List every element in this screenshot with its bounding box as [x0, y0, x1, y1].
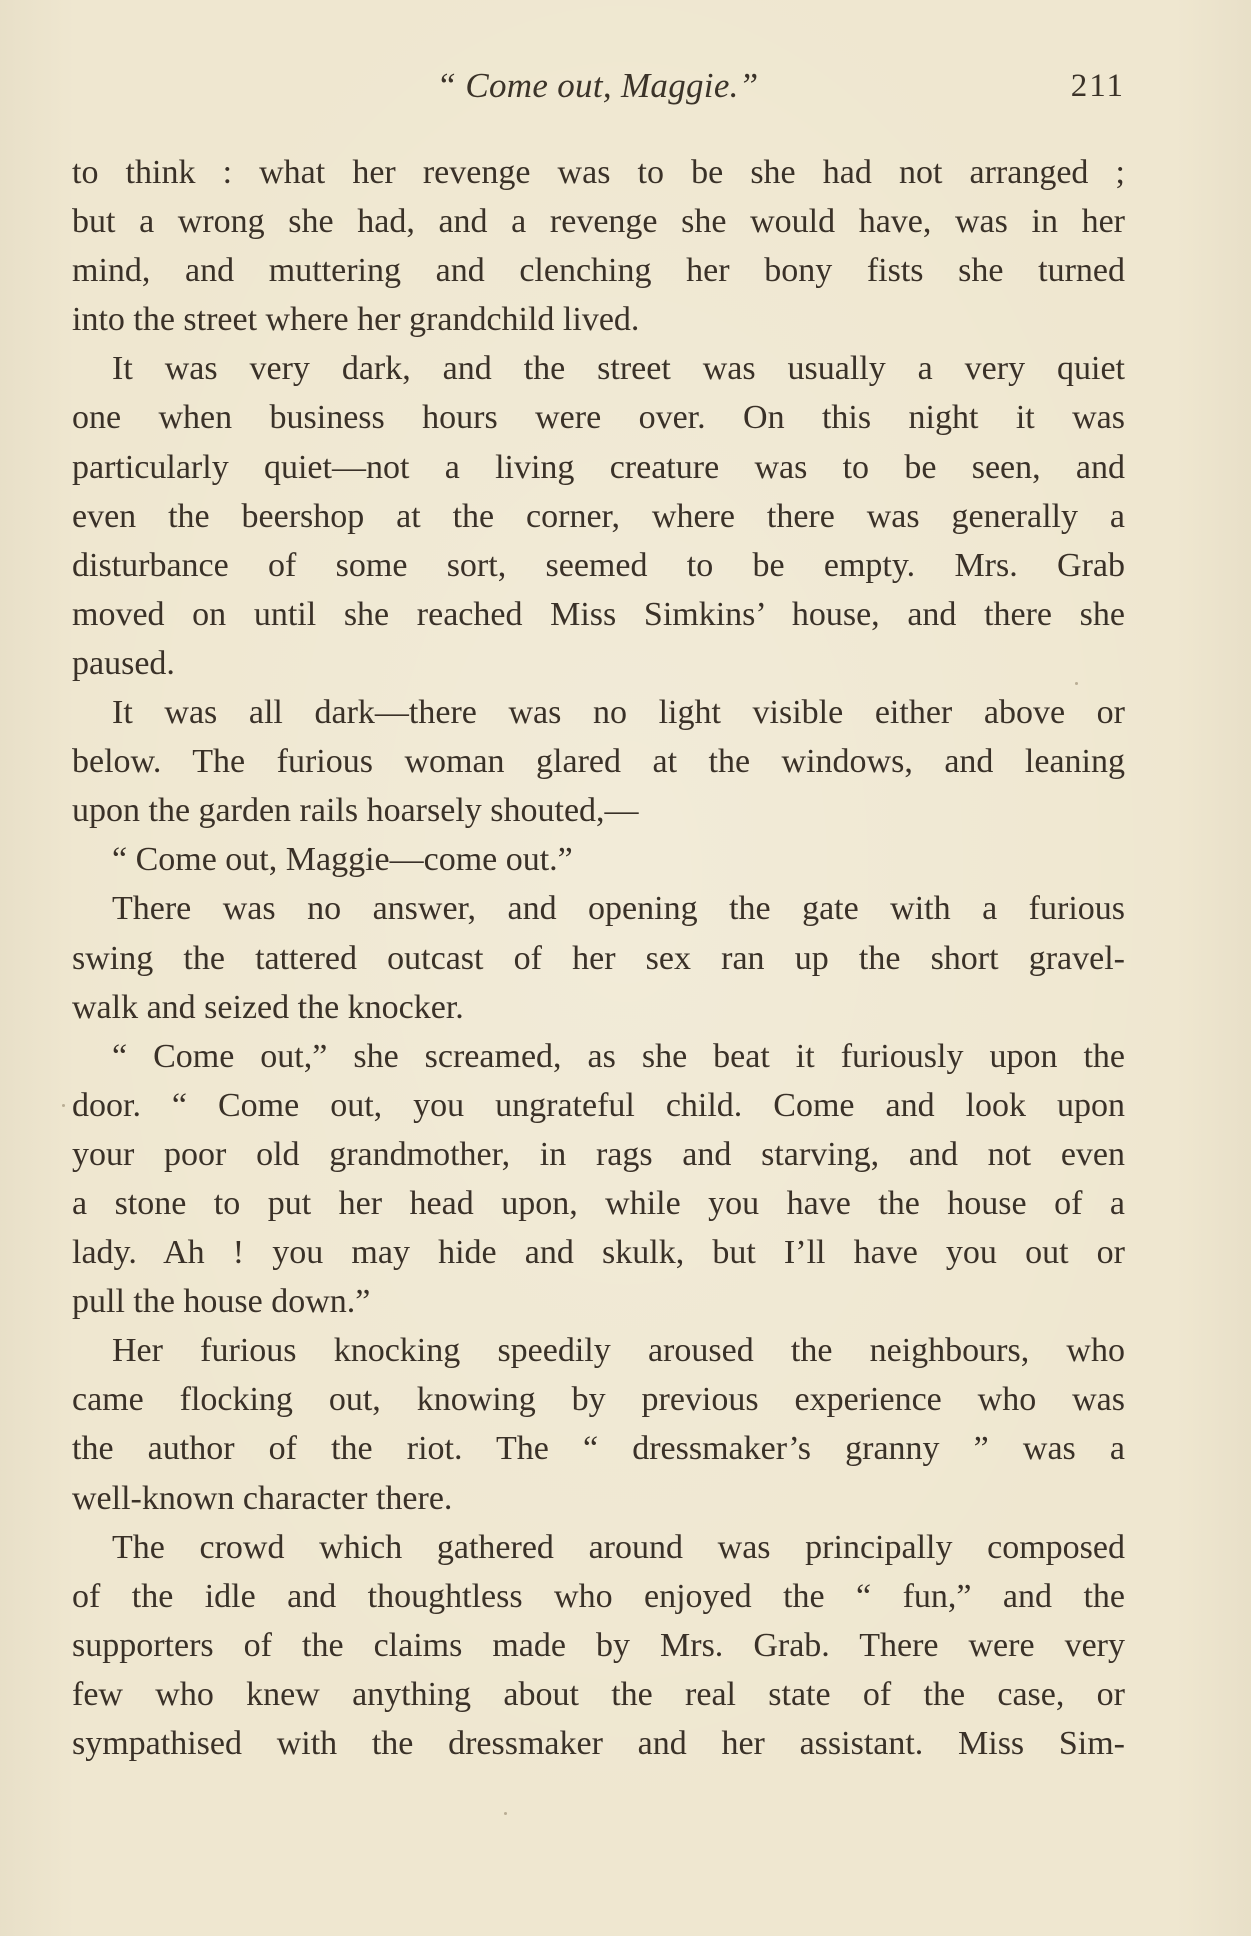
text-line: below. The furious woman glared at the windows, and leaning	[72, 743, 1125, 781]
text-line: your poor old grandmother, in rags and starving, and not even	[72, 1135, 1125, 1173]
text-line: Her furious knocking speedily aroused the neighbours, who	[112, 1332, 1125, 1370]
text-line: mind, and muttering and clenching her bony fists she turned	[72, 252, 1125, 290]
text-line: but a wrong she had, and a revenge she would have, was in her	[72, 203, 1125, 241]
text-line: lady. Ah ! you may hide and skulk, but I’ll have you out or	[72, 1234, 1125, 1272]
text-line: It was very dark, and the street was usually a very quiet	[112, 350, 1125, 388]
text-line: sympathised with the dressmaker and her assistant. Miss Sim-	[72, 1725, 1125, 1762]
text-line: a stone to put her head upon, while you have the house of a	[72, 1184, 1125, 1222]
text-line: moved on until she reached Miss Simkins’ house, and there she	[72, 595, 1125, 633]
text-line: of the idle and thoughtless who enjoyed the “ fun,” and the	[72, 1577, 1125, 1615]
text-line: pull the house down.”	[72, 1283, 371, 1321]
text-line: upon the garden rails hoarsely shouted,—	[72, 792, 639, 830]
paper-speck	[62, 1104, 65, 1107]
text-line: few who knew anything about the real state of the case, or	[72, 1675, 1125, 1713]
paper-speck	[1075, 682, 1078, 685]
text-line: supporters of the claims made by Mrs. Grab. There were very	[72, 1626, 1125, 1664]
text-line: came flocking out, knowing by previous experience who was	[72, 1381, 1125, 1419]
text-line: one when business hours were over. On this night it was	[72, 399, 1125, 437]
text-line: The crowd which gathered around was principally composed	[112, 1528, 1125, 1566]
text-line: particularly quiet—not a living creature was to be seen, and	[72, 448, 1125, 486]
text-line: “ Come out, Maggie—come out.”	[112, 841, 573, 879]
text-line: swing the tattered outcast of her sex ran up the short gravel-	[72, 939, 1125, 977]
text-line: into the street where her grandchild lived.	[72, 301, 640, 339]
text-line: “ Come out,” she screamed, as she beat it furiously upon the	[112, 1037, 1125, 1075]
text-line: paused.	[72, 644, 175, 682]
text-line: walk and seized the knocker.	[72, 988, 464, 1026]
text-line: disturbance of some sort, seemed to be empty. Mrs. Grab	[72, 546, 1125, 584]
text-line: door. “ Come out, you ungrateful child. Come and look upon	[72, 1086, 1125, 1124]
text-line: There was no answer, and opening the gate with a furious	[112, 890, 1125, 928]
text-line: to think : what her revenge was to be she had not arranged ;	[72, 154, 1125, 191]
running-title: “ Come out, Maggie.”	[436, 66, 759, 105]
text-line: the author of the riot. The “ dressmaker’s granny ” was a	[72, 1430, 1125, 1468]
paper-speck	[504, 1812, 507, 1815]
page-number: 211	[1070, 68, 1125, 104]
text-line: well-known character there.	[72, 1479, 453, 1517]
text-line: even the beershop at the corner, where there was generally a	[72, 497, 1125, 535]
text-line: It was all dark—there was no light visible either above or	[112, 694, 1125, 732]
body-text	[72, 148, 1125, 1768]
running-head	[70, 62, 1125, 112]
